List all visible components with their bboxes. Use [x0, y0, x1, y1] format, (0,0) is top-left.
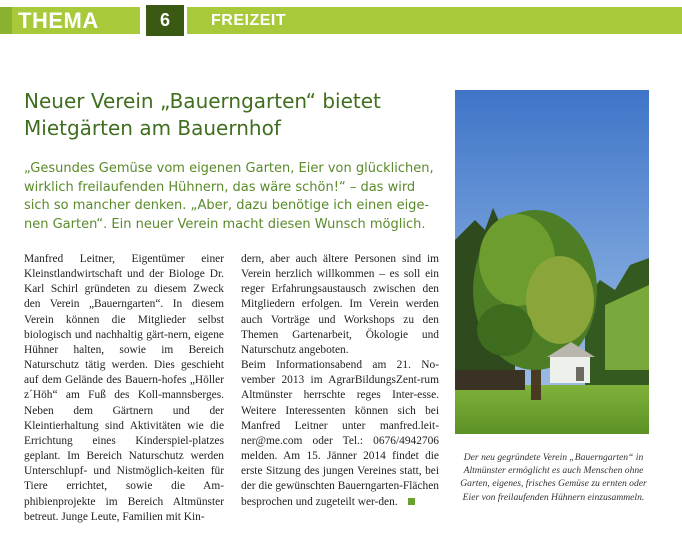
category-title: FREIZEIT — [211, 12, 287, 29]
column-2-paragraph-2 — [241, 358, 439, 510]
section-header — [0, 7, 140, 34]
section-marker — [0, 7, 12, 34]
farm-garden-image — [455, 90, 649, 434]
column-2-paragraph-1: dern, aber auch ältere Personen sind im Verein herzlich willkommen – es soll ein reger Erfahrungsaustausch zwischen den Mitgliedern erfolgen. Im Verein werden auch Vorträge und Workshops zu den Themen Gartenarbeit, Ökologie und Naturschutz angeboten. — [241, 253, 439, 356]
meadow — [455, 385, 649, 434]
column-2-paragraph-2-text: Beim Informationsabend am 21. No-vember 2013 im AgrarBildungsZent-rum Altmünster herrschte reges Inter-esse. Weitere Interessenten können sich bei Manfred Leitner unter manfred.leit-ner@me.com oder Tel.: 0676/4942706 melden. Am 15. Jänner 2014 findet die erste Sitzung des jungen Vereines statt, bei der die gewünschten Bauerngarten-Flächen besprochen und zugeteilt wer-den. — [241, 359, 439, 508]
headline-line-1: Neuer Verein „Bauerngarten“ bietet — [24, 89, 381, 113]
farm-house-door — [576, 367, 584, 381]
article-column-2 — [241, 252, 439, 510]
column-1-text: Manfred Leitner, Eigentümer einer Kleinstlandwirtschaft und der Biologe Dr. Karl Schirl gründeten zu diesem Zweck den Verein „Bauerngarten“. In diesem Verein können die Mitglieder selbst biologisch und nachhaltig gärt-nern, eigene Hühner halten, sowie im Bereich Naturschutz tätig werden. Dies geschieht auf dem Gelände des Bauern-hofes „Höller z´Höh“ am Fuß des Koll-mannsberges. Neben dem Gärtnern und der Kleintierhaltung sind Aktivitäten wie die Errichtung eines Kinderspiel-platzes geplant. Im Bereich Naturschutz werden Unterschlupf- und Nistmöglich-keiten für Tiere errichtet, sowie die Am-phibienprojekte im Bereich Altmünster betreut. Junge Leute, Familien mit Kin- — [24, 253, 224, 523]
section-title: THEMA — [18, 8, 99, 33]
article-column-1 — [24, 252, 224, 525]
tree-canopy-yellow — [526, 256, 594, 344]
category-header — [187, 7, 682, 34]
tree-canopy-dark — [477, 304, 533, 356]
article-lead: „Gesundes Gemüse vom eigenen Garten, Eier von glücklichen, wirklich freilaufenden Hühnern, das wäre schön!“ – das wird sich so mancher denken. „Aber, dazu benötige ich einen eige-nen Garten“. Ein neuer Verein macht diesen Wunsch möglich. — [24, 161, 434, 232]
article-photo — [455, 90, 649, 434]
end-of-article-marker — [408, 498, 415, 505]
page-number: 6 — [146, 5, 184, 36]
fence — [455, 370, 525, 390]
article-headline — [24, 88, 444, 142]
headline-line-2: Mietgärten am Bauernhof — [24, 116, 281, 140]
photo-caption: Der neu gegründete Verein „Bauerngarten“ in Altmünster ermöglicht es auch Menschen ohne Garten, eigenes, frisches Gemüse zu ernten oder Eier von freilaufenden Hühnern einzusammeln. — [460, 452, 647, 503]
